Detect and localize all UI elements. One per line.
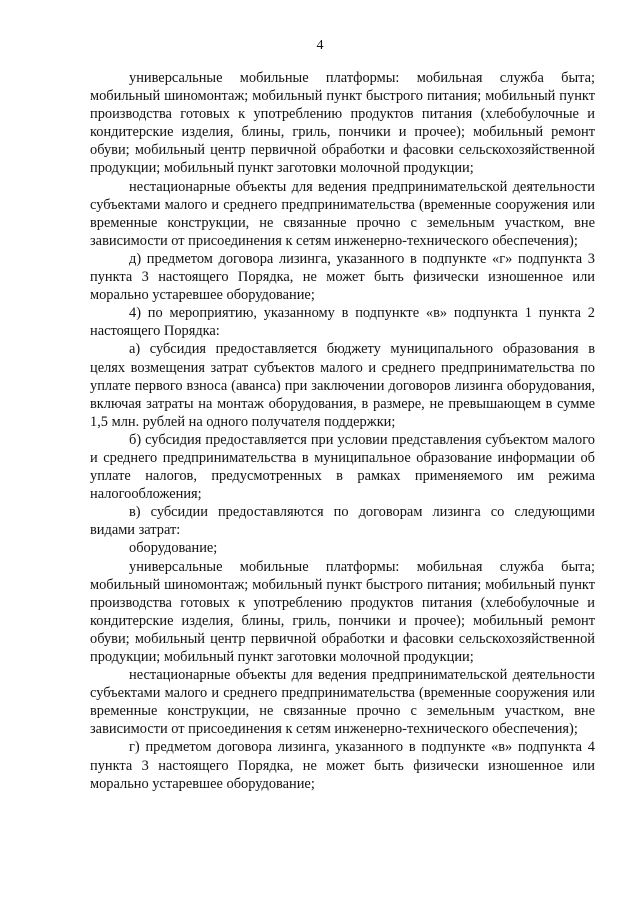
- paragraph-item-v: в) субсидии предоставляются по договорам лизинга со следующими видами затрат:: [90, 504, 595, 539]
- paragraph-item-g: г) предметом договора лизинга, указанного в подпункте «в» подпункта 4 пункта 3 настоящего Порядка, не может быть физически изношенное или морально устаревшее оборудование;: [90, 739, 595, 792]
- paragraph-item-d: д) предметом договора лизинга, указанного в подпункте «г» подпункта 3 пункта 3 настоящего Порядка, не может быть физически изношенное или морально устаревшее оборудование;: [90, 250, 595, 304]
- paragraph-item-a: а) субсидия предоставляется бюджету муниципального образования в целях возмещения затрат субъектов малого и среднего предпринимательства по уплате первого взноса (аванса) при заключении договоров лизинга оборудования, включая затраты на монтаж оборудования, в размере, не превышающем в сумме 1,5 млн. рублей на одного получателя поддержки;: [90, 341, 595, 430]
- paragraph-equipment: оборудование;: [129, 540, 218, 557]
- paragraph-mobile-platforms-1: универсальные мобильные платформы: мобильная служба быта; мобильный шиномонтаж; мобильный пункт быстрого питания; мобильный пункт производства готовых к употреблению продуктов питания (хлебобулочные и кондитерские изделия, блины, гриль, пончики и прочее); мобильный ремонт обуви; мобильный центр первичной обработки и фасовки сельскохозяйственной продукции; мобильный пункт заготовки молочной продукции;: [90, 70, 595, 177]
- paragraph-item-b: б) субсидия предоставляется при условии представления субъектом малого и среднего предпринимательства в муниципальное образование информации об уплате налогов, предусмотренных в рамках применяемого им режима налогообложения;: [90, 431, 595, 503]
- paragraph-non-stationary-objects-2: нестационарные объекты для ведения предпринимательской деятельности субъектами малого и среднего предпринимательства (временные сооружения или временные конструкции, не связанные прочно с земельным участком, вне зависимости от присоединения к сетям инженерно-технического обеспечения);: [90, 667, 595, 738]
- paragraph-mobile-platforms-2: универсальные мобильные платформы: мобильная служба быта; мобильный шиномонтаж; мобильный пункт быстрого питания; мобильный пункт производства готовых к употреблению продуктов питания (хлебобулочные и кондитерские изделия, блины, гриль, пончики и прочее); мобильный ремонт обуви; мобильный центр первичной обработки и фасовки сельскохозяйственной продукции; мобильный пункт заготовки молочной продукции;: [90, 558, 595, 665]
- paragraph-non-stationary-objects-1: нестационарные объекты для ведения предпринимательской деятельности субъектами малого и среднего предпринимательства (временные сооружения или временные конструкции, не связанные прочно с земельным участком, вне зависимости от присоединения к сетям инженерно-технического обеспечения);: [90, 178, 595, 249]
- page-number: 4: [316, 38, 324, 53]
- document-body: [90, 69, 595, 793]
- paragraph-item-4: 4) по мероприятию, указанному в подпункте «в» подпункта 1 пункта 2 настоящего Порядка:: [90, 305, 595, 340]
